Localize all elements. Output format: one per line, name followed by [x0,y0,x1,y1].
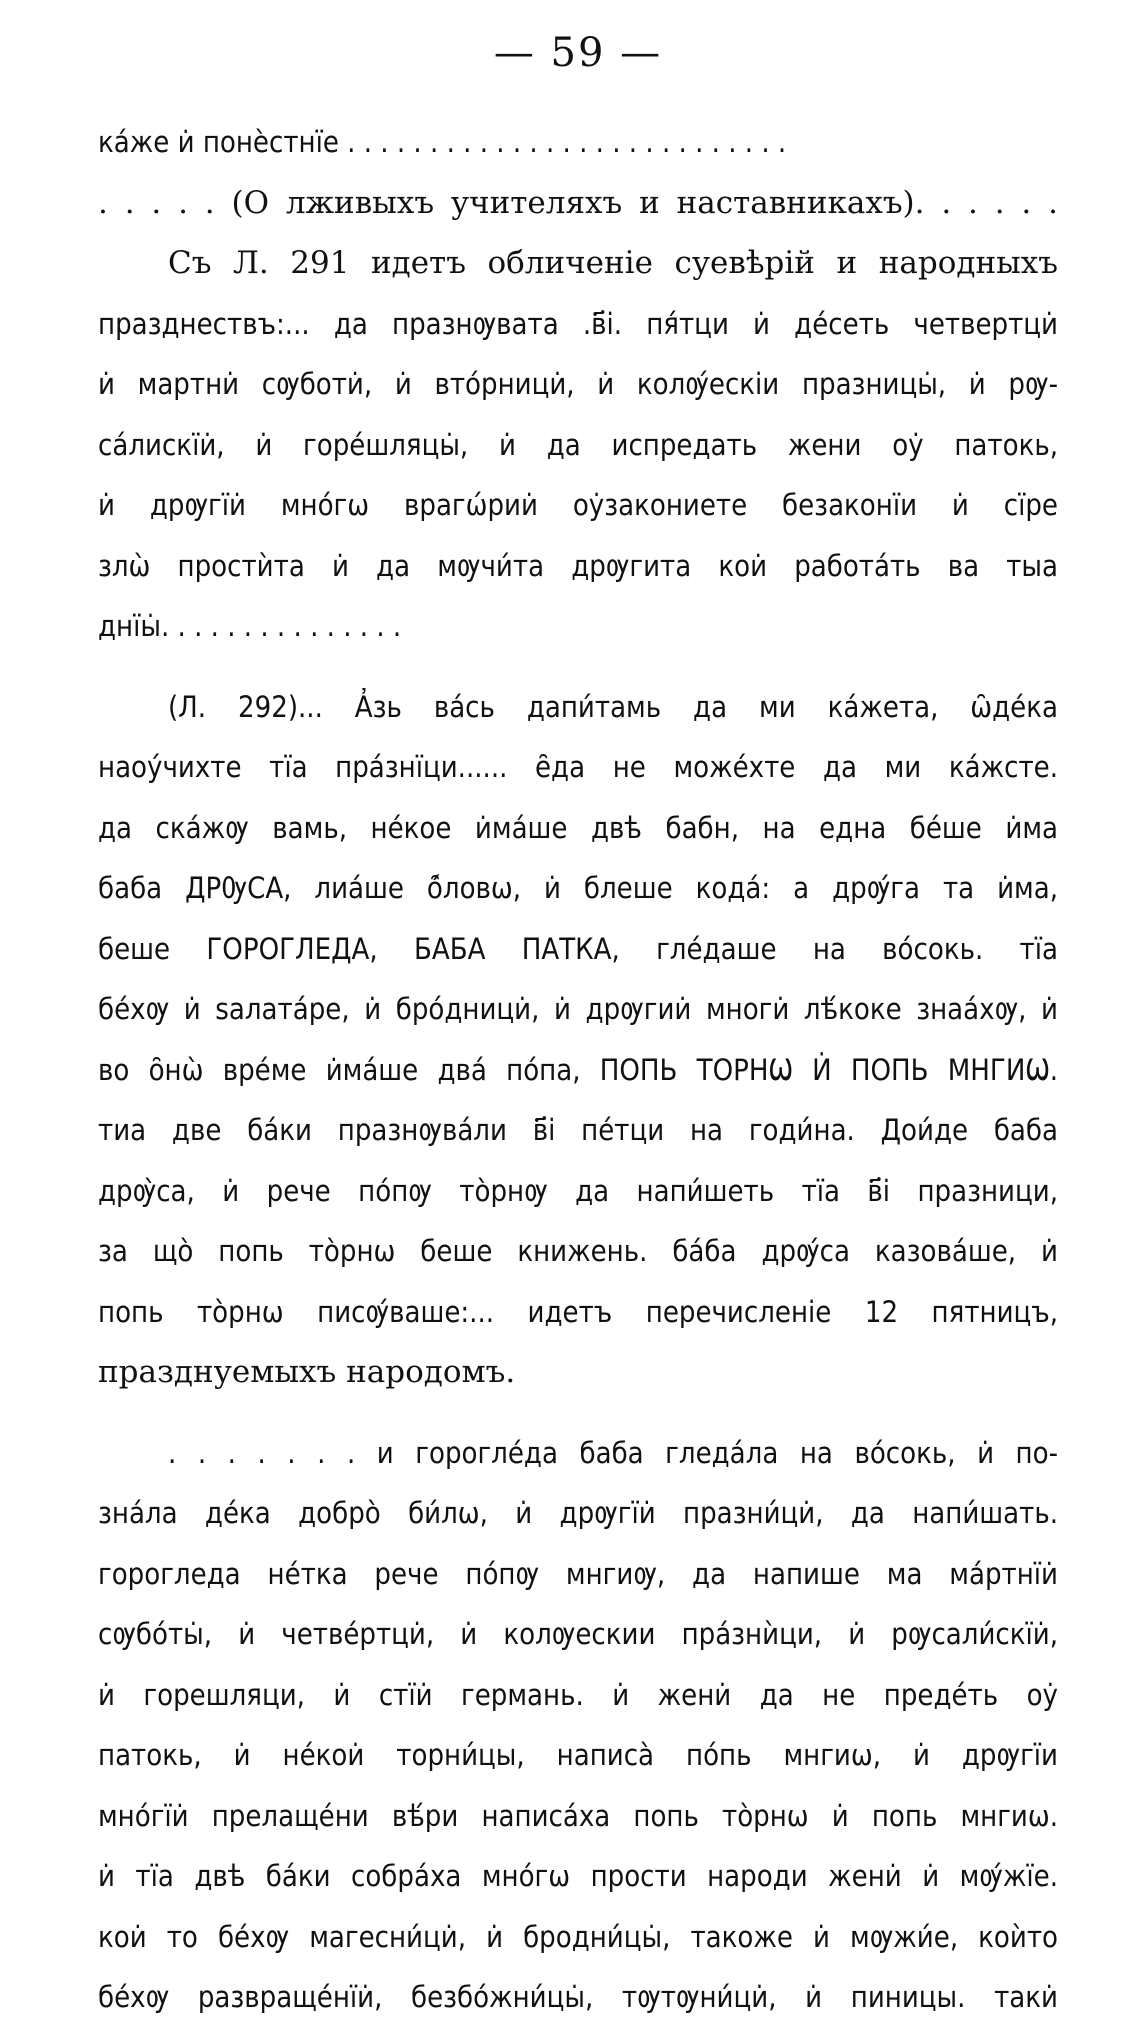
text-line: и̇ тїа двѣ ба́ки собра́ха мно́гѡ прости народи жени̇ и̇ мѹ́жїе. [98,1859,1058,1893]
text-line: . . . . . . . и горогле́да баба гледа́ла на во́сокь, и̇ по- [168,1435,1058,1470]
text-line: бе́хѹ развраще́нїи̇, безбо́жни́цы̇, тѹтѹни́ци̇, и̇ пиницы. таки̇ [98,1980,1058,2014]
text-line: . . . . . (О лживыхъ учителяхъ и наставникахъ). . . . . . [98,184,1058,221]
text-line: и̇ мартни̇ сѹботи̇, и̇ вто́рници̇, и̇ колѹ́ескіи празницы̇, и̇ рѹ- [98,367,1058,401]
paragraph-3 [98,1423,1058,2028]
text-line: кои̇ то бе́хѹ магесни́ци̇, и̇ бродни́цы̇, такоже и̇ мѹжи́е, коѝто [98,1919,1058,1954]
text-line: да ска́жѹ вамь, не́кое и̇ма́ше двѣ бабн, на една бе́ше и̇ма [98,810,1058,845]
text-line: днїы̇. . . . . . . . . . . . . . . [98,609,402,643]
text-line: (Л. 292)... А҆зь ва́сь дапи́тамь да ми ка́жета, ѡ̑де́ка [168,689,1058,724]
text-line: за що̀ попь то̀рнѡ беше книжень. ба́ба дрѹ́са казова́ше, и̇ [98,1234,1058,1268]
text-line: баба ДРѸСА, лиа́ше о̑́ловѡ, и̇ блеше кода́: а дрѹ́га та и̇ма, [98,871,1058,905]
paragraph-1 [98,112,1058,657]
text-line: патокь, и̇ не́кои̇ торни́цы, написа̀ по́пь мнгиѡ, и̇ дрѹгїи [98,1738,1058,1772]
text-line: ка́же и̇ понѐстнїе . . . . . . . . . . . . . . . . . . . . . . . . . . . [98,125,787,159]
text-line: горогледа не́тка рече по́пѹ мнгиѹ, да напише ма ма́ртнїи̇ [98,1556,1058,1591]
text-line: дрѹ̀са, и̇ рече по́пѹ то̀рнѹ да напи́шеть тїа в҃і празници, [98,1173,1058,1208]
text-line: Съ Л. 291 идетъ обличеніе суевѣрій и народныхъ [168,245,1058,281]
text-line: злѡ̀ простѝта и̇ да мѹчи́та дрѹгита кои̇ работа́ть ва тыа [98,548,1058,583]
text-line: попь то̀рнѡ писѹ́ваше:... идетъ перечисленіе 12 пятницъ, [98,1294,1058,1329]
text-line: са́лискїи̇, и̇ горе́шляцы̇, и̇ да испредать жени оу̇ патокь, [98,427,1058,462]
text-line: мно́гїи̇ прелаще́ни вѣ́ри написа́ха попь то̀рнѡ и̇ попь мнгиѡ. [98,1798,1058,1833]
text-line: во о̑нѡ̀ вре́ме и̇ма́ше два́ по́па, ПОПЬ ТОРНѠ И̇ ПОПЬ МНГИѠ. [98,1052,1058,1087]
text-line: и̇ дрѹгїи̇ мно́гѡ врагѡ́рии̇ оу̇закониете безаконїи и̇ сїре [98,488,1058,522]
text-line: зна́ла де́ка добро̀ би́лѡ, и̇ дрѹгїи̇ празни́ци̇, да напи́шать. [98,1496,1058,1530]
page-number: — 59 — [493,30,663,76]
text-line: бе́хѹ и̇ ѕалата́ре, и̇ бро́дници̇, и̇ дрѹгии̇ многи̇ лѣ́коке знаа́хѹ, и̇ [98,992,1058,1026]
text-line: празднуемыхъ народомъ. [98,1354,516,1390]
text-line: тиа две ба́ки празнѹва́ли в҃і пе́тци на годи́на. Дои́де баба [98,1113,1058,1147]
paragraph-2 [98,677,1058,1403]
text-line: сѹбо́ты̇, и̇ четве́ртци̇, и̇ колѹескии пра́знѝци, и̇ рѹсали́скїи̇, [98,1617,1058,1651]
text-line: беше ГОРОГЛЕДА, БАБА ПАТКА, гле́даше на во́сокь. тїа [98,931,1058,966]
text-line: празднествъ:... да празнѹвата .в҃і. пя́тци и̇ де́сеть четвертци̇ [98,306,1058,341]
text-line: наоу́чихте тїа пра́знїци...... е̑да не може́хте да ми ка́жсте. [98,750,1058,784]
text-line: и̇ горешляци, и̇ стїи̇ германь. и̇ жени̇ да не преде́ть оу̇ [98,1677,1058,1712]
